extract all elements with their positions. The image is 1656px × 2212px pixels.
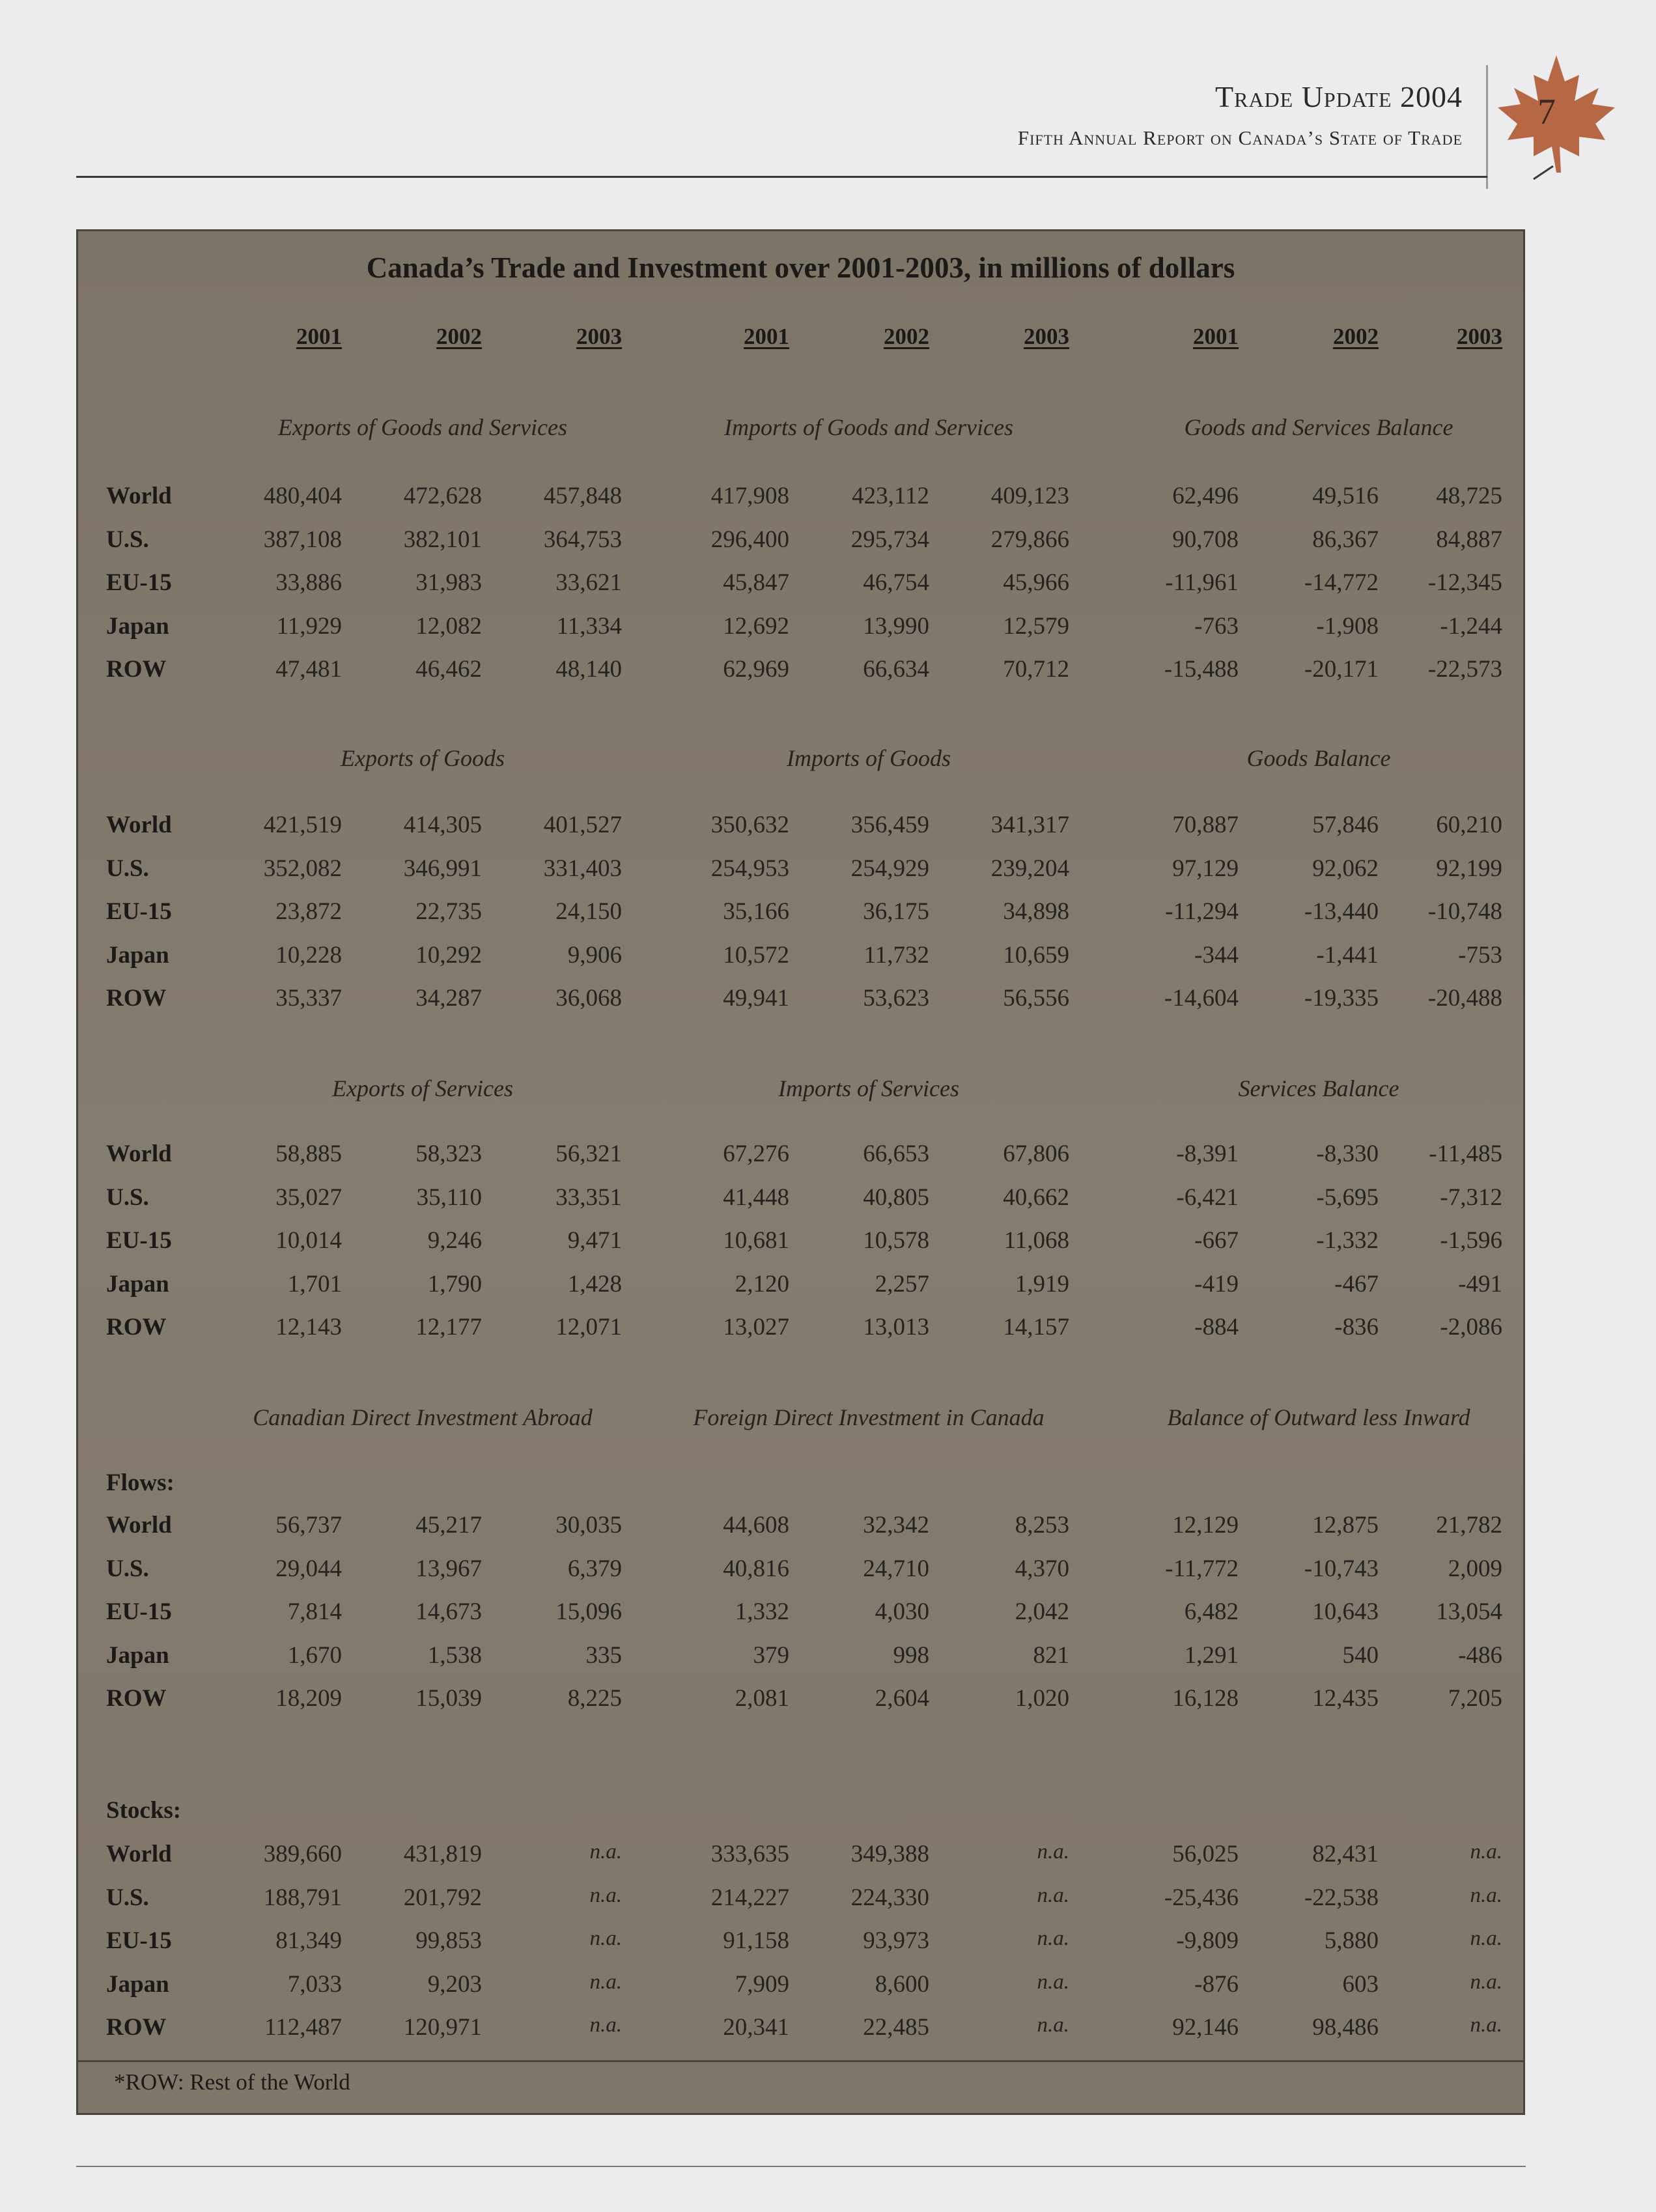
table-cell: 40,805 <box>863 1184 929 1211</box>
table-cell: -11,485 <box>1429 1141 1502 1167</box>
table-cell: -486 <box>1458 1641 1502 1669</box>
table-cell: 9,471 <box>567 1227 622 1254</box>
section-title: Foreign Direct Investment in Canada <box>693 1404 1045 1430</box>
table-cell: 10,659 <box>1003 941 1069 969</box>
table-cell: 13,967 <box>415 1555 482 1582</box>
table-cell: 7,909 <box>735 1970 789 1998</box>
table-cell: 8,253 <box>1015 1512 1069 1538</box>
table-cell: -5,695 <box>1316 1184 1379 1211</box>
table-cell: 24,710 <box>863 1555 929 1582</box>
table-cell: 97,129 <box>1172 855 1239 882</box>
table-cell: 2,009 <box>1448 1555 1502 1582</box>
table-cell: 2,604 <box>875 1685 929 1712</box>
section-title: Services Balance <box>1238 1075 1399 1101</box>
table-cell: -1,441 <box>1316 941 1379 969</box>
table-cell: 16,128 <box>1172 1685 1239 1712</box>
table-cell: 45,966 <box>1003 569 1069 596</box>
row-label: World <box>106 483 172 509</box>
table-cell: -25,436 <box>1164 1884 1239 1911</box>
table-cell: 81,349 <box>275 1927 342 1954</box>
table-cell: 15,096 <box>555 1598 622 1625</box>
report-title: Trade Update 2004 <box>1215 80 1463 113</box>
table-cell: 333,635 <box>710 1841 789 1867</box>
table-cell: -1,244 <box>1440 612 1502 640</box>
table-cell: -20,171 <box>1304 656 1379 683</box>
table-cell: 86,367 <box>1312 526 1379 553</box>
table-cell: 12,177 <box>415 1314 482 1340</box>
year-header: 2003 <box>1457 324 1502 349</box>
table-cell: 35,337 <box>275 985 342 1012</box>
row-label: ROW <box>106 1685 167 1712</box>
row-label: EU-15 <box>106 1227 172 1254</box>
table-cell: -10,743 <box>1304 1555 1379 1582</box>
table-cell: -22,573 <box>1427 656 1502 683</box>
table-cell: 33,351 <box>555 1184 622 1211</box>
table-cell: 331,403 <box>543 855 622 882</box>
row-label: U.S. <box>106 1555 149 1582</box>
table-cell: 35,166 <box>723 898 789 925</box>
table-cell: 401,527 <box>543 812 622 838</box>
table-cell: 40,816 <box>723 1555 789 1582</box>
row-label: ROW <box>106 656 167 683</box>
row-label: EU-15 <box>106 898 172 925</box>
table-cell: 13,990 <box>863 612 929 640</box>
table-cell: 7,814 <box>287 1598 342 1625</box>
table-cell: 1,701 <box>287 1270 342 1297</box>
row-label: Japan <box>106 612 169 640</box>
table-cell: 56,321 <box>555 1141 622 1167</box>
table-cell: 11,929 <box>276 612 342 640</box>
table-cell: 45,217 <box>415 1512 482 1538</box>
table-cell: -11,772 <box>1165 1555 1239 1582</box>
table-cell: -15,488 <box>1164 656 1239 683</box>
table-cell: 36,175 <box>863 898 929 925</box>
table-cell: -1,596 <box>1440 1227 1502 1254</box>
table-cell: n.a. <box>589 1927 622 1950</box>
table-cell: 201,792 <box>403 1884 482 1911</box>
table-cell: 12,579 <box>1003 612 1069 640</box>
table-cell: -22,538 <box>1304 1884 1379 1911</box>
table-cell: 421,519 <box>263 812 342 838</box>
table-cell: 6,482 <box>1184 1598 1239 1625</box>
table-cell: 10,572 <box>723 941 789 969</box>
table-cell: 8,225 <box>567 1685 622 1712</box>
table-cell: -491 <box>1458 1270 1502 1297</box>
table-cell: 53,623 <box>863 985 929 1012</box>
table-cell: 5,880 <box>1324 1927 1379 1954</box>
table-cell: n.a. <box>589 1883 622 1907</box>
table-cell: 33,886 <box>275 569 342 596</box>
table-cell: 57,846 <box>1312 812 1379 838</box>
table-cell: 417,908 <box>710 483 789 509</box>
year-header: 2002 <box>1333 324 1379 349</box>
footnote: *ROW: Rest of the World <box>114 2069 350 2095</box>
table-cell: 12,082 <box>415 612 482 640</box>
table-cell: 603 <box>1342 1970 1379 1998</box>
table-cell: 4,370 <box>1015 1555 1069 1582</box>
section-title: Exports of Goods <box>341 745 505 771</box>
table-cell: 82,431 <box>1312 1841 1379 1867</box>
year-header: 2003 <box>576 324 622 349</box>
table-cell: 84,887 <box>1436 526 1502 553</box>
table-cell: 6,379 <box>567 1555 622 1582</box>
table-cell: 423,112 <box>852 483 929 509</box>
table-cell: 14,157 <box>1003 1314 1069 1340</box>
table-cell: -12,345 <box>1427 569 1502 596</box>
table-cell: n.a. <box>1037 1883 1069 1907</box>
table-cell: n.a. <box>1470 1927 1502 1950</box>
row-label: ROW <box>106 985 167 1012</box>
trade-investment-table <box>76 229 1525 2115</box>
section-title: Goods and Services Balance <box>1184 414 1453 440</box>
table-cell: 9,246 <box>427 1227 482 1254</box>
table-cell: 379 <box>753 1641 789 1669</box>
table-cell: -9,809 <box>1176 1927 1239 1954</box>
table-cell: -11,294 <box>1165 898 1239 925</box>
section-title: Goods Balance <box>1246 745 1391 771</box>
table-cell: 49,516 <box>1312 483 1379 509</box>
table-cell: 31,983 <box>415 569 482 596</box>
subheading: Flows: <box>106 1469 175 1496</box>
table-cell: 14,673 <box>415 1598 482 1625</box>
table-title: Canada’s Trade and Investment over 2001-2003, in millions of dollars <box>366 251 1235 284</box>
table-cell: 98,486 <box>1312 2014 1379 2041</box>
table-cell: 92,062 <box>1312 855 1379 882</box>
table-cell: -876 <box>1194 1970 1239 1998</box>
table-cell: 472,628 <box>403 483 482 509</box>
table-cell: 24,150 <box>555 898 622 925</box>
row-label: EU-15 <box>106 1927 172 1954</box>
year-header: 2003 <box>1024 324 1069 349</box>
table-cell: 90,708 <box>1172 526 1239 553</box>
table-cell: -14,772 <box>1304 569 1379 596</box>
table-cell: 36,068 <box>555 985 622 1012</box>
table-cell: 18,209 <box>275 1685 342 1712</box>
table-cell: 22,485 <box>863 2014 929 2041</box>
section-title: Exports of Goods and Services <box>278 414 567 440</box>
table-cell: 409,123 <box>990 483 1069 509</box>
section-title: Imports of Goods and Services <box>724 414 1013 440</box>
table-cell: n.a. <box>1037 1840 1069 1864</box>
bottom-rule <box>76 2166 1526 2167</box>
table-cell: 91,158 <box>723 1927 789 1954</box>
table-cell: 821 <box>1033 1641 1069 1669</box>
table-cell: 13,027 <box>723 1314 789 1340</box>
table-cell: n.a. <box>589 2013 622 2037</box>
table-cell: 70,712 <box>1003 656 1069 683</box>
table-cell: -763 <box>1194 612 1239 640</box>
table-cell: 99,853 <box>415 1927 482 1954</box>
page-header <box>0 0 1656 189</box>
table-cell: 120,971 <box>403 2014 482 2041</box>
row-label: U.S. <box>106 1884 149 1911</box>
table-cell: -14,604 <box>1164 985 1239 1012</box>
row-label: EU-15 <box>106 569 172 596</box>
table-cell: 457,848 <box>543 483 622 509</box>
table-cell: 34,898 <box>1003 898 1069 925</box>
table-cell: 12,435 <box>1312 1685 1379 1712</box>
table-cell: n.a. <box>1470 1883 1502 1907</box>
table-cell: n.a. <box>1470 1970 1502 1994</box>
table-cell: 480,404 <box>263 483 342 509</box>
row-label: ROW <box>106 2014 167 2041</box>
row-label: EU-15 <box>106 1598 172 1625</box>
row-label: World <box>106 1841 172 1867</box>
row-label: U.S. <box>106 1184 149 1211</box>
table-cell: 1,538 <box>427 1641 482 1669</box>
table-cell: 92,146 <box>1172 2014 1239 2041</box>
table-cell: 540 <box>1342 1641 1379 1669</box>
table-cell: -467 <box>1334 1270 1379 1297</box>
row-label: ROW <box>106 1314 167 1340</box>
table-cell: 49,941 <box>723 985 789 1012</box>
table-cell: 44,608 <box>723 1512 789 1538</box>
table-cell: 58,885 <box>275 1141 342 1167</box>
table-cell: -1,332 <box>1316 1227 1379 1254</box>
section-title: Exports of Services <box>332 1075 513 1101</box>
row-label: Japan <box>106 1270 169 1297</box>
table-cell: -344 <box>1194 941 1239 969</box>
table-cell: 8,600 <box>875 1970 929 1998</box>
table-cell: 10,578 <box>863 1227 929 1254</box>
table-cell: -19,335 <box>1304 985 1379 1012</box>
table-cell: -8,330 <box>1316 1141 1379 1167</box>
table-cell: 15,039 <box>415 1685 482 1712</box>
year-header: 2002 <box>884 324 929 349</box>
table-cell: -20,488 <box>1427 985 1502 1012</box>
table-cell: 23,872 <box>275 898 342 925</box>
table-cell: -419 <box>1194 1270 1239 1297</box>
table-cell: -667 <box>1194 1227 1239 1254</box>
table-cell: 356,459 <box>850 812 929 838</box>
table-cell: 12,143 <box>275 1314 342 1340</box>
table-cell: 46,462 <box>415 656 482 683</box>
table-cell: 389,660 <box>263 1841 342 1867</box>
table-cell: 60,210 <box>1436 812 1502 838</box>
table-cell: -13,440 <box>1304 898 1379 925</box>
table-cell: 48,725 <box>1436 483 1502 509</box>
table-cell: 62,496 <box>1172 483 1239 509</box>
table-cell: 13,013 <box>863 1314 929 1340</box>
table-cell: 56,556 <box>1003 985 1069 1012</box>
table-cell: -2,086 <box>1440 1314 1502 1340</box>
table-cell: 279,866 <box>990 526 1069 553</box>
table-cell: -753 <box>1458 941 1502 969</box>
table-cell: n.a. <box>1037 1927 1069 1950</box>
table-cell: -11,961 <box>1165 569 1239 596</box>
table-cell: 1,020 <box>1015 1685 1069 1712</box>
table-cell: 33,621 <box>555 569 622 596</box>
row-label: World <box>106 1512 172 1538</box>
table-cell: 13,054 <box>1436 1598 1502 1625</box>
table-cell: n.a. <box>589 1840 622 1864</box>
row-label: U.S. <box>106 855 149 882</box>
table-cell: 11,732 <box>863 941 929 969</box>
table-cell: 7,033 <box>287 1970 342 1998</box>
table-cell: 10,292 <box>415 941 482 969</box>
table-cell: 1,332 <box>735 1598 789 1625</box>
table-cell: n.a. <box>1037 2013 1069 2037</box>
table-cell: 12,875 <box>1312 1512 1379 1538</box>
table-cell: 112,487 <box>264 2014 342 2041</box>
table-cell: n.a. <box>1470 1840 1502 1864</box>
table-cell: 20,341 <box>723 2014 789 2041</box>
table-cell: 4,030 <box>875 1598 929 1625</box>
table-cell: 34,287 <box>415 985 482 1012</box>
table-cell: 239,204 <box>990 855 1069 882</box>
table-cell: 1,790 <box>427 1270 482 1297</box>
table-cell: 214,227 <box>710 1884 789 1911</box>
header-rule <box>76 176 1487 178</box>
table-cell: 10,643 <box>1312 1598 1379 1625</box>
table-cell: -6,421 <box>1176 1184 1239 1211</box>
table-cell: 387,108 <box>263 526 342 553</box>
table-cell: 46,754 <box>863 569 929 596</box>
row-label: Japan <box>106 941 169 969</box>
table-cell: 2,042 <box>1015 1598 1069 1625</box>
table-cell: 10,681 <box>723 1227 789 1254</box>
table-cell: 349,388 <box>850 1841 929 1867</box>
table-cell: 58,323 <box>415 1141 482 1167</box>
table-cell: n.a. <box>1470 2013 1502 2037</box>
table-cell: 12,692 <box>723 612 789 640</box>
table-cell: 70,887 <box>1172 812 1239 838</box>
table-cell: 1,919 <box>1015 1270 1069 1297</box>
row-label: U.S. <box>106 526 149 553</box>
table-cell: -884 <box>1194 1314 1239 1340</box>
table-cell: 29,044 <box>275 1555 342 1582</box>
table-cell: 9,203 <box>427 1970 482 1998</box>
table-cell: 364,753 <box>543 526 622 553</box>
table-cell: 296,400 <box>710 526 789 553</box>
table-cell: 93,973 <box>863 1927 929 1954</box>
table-cell: 47,481 <box>275 656 342 683</box>
year-header: 2002 <box>436 324 482 349</box>
table-cell: 30,035 <box>555 1512 622 1538</box>
table-cell: 350,632 <box>710 812 789 838</box>
year-header: 2001 <box>296 324 342 349</box>
section-title: Balance of Outward less Inward <box>1167 1404 1470 1430</box>
table-cell: 35,110 <box>416 1184 482 1211</box>
table-cell: 382,101 <box>403 526 482 553</box>
table-cell: 48,140 <box>555 656 622 683</box>
table-cell: 56,025 <box>1172 1841 1239 1867</box>
table-cell: 40,662 <box>1003 1184 1069 1211</box>
row-label: World <box>106 812 172 838</box>
table-cell: 998 <box>893 1641 929 1669</box>
table-cell: -1,908 <box>1316 612 1379 640</box>
table-cell: 45,847 <box>723 569 789 596</box>
table-cell: 62,969 <box>723 656 789 683</box>
table-cell: 335 <box>585 1641 622 1669</box>
year-header: 2001 <box>1193 324 1239 349</box>
table-cell: 67,806 <box>1003 1141 1069 1167</box>
table-cell: 254,953 <box>710 855 789 882</box>
table-cell: 67,276 <box>723 1141 789 1167</box>
table-cell: 7,205 <box>1448 1685 1502 1712</box>
table-cell: 352,082 <box>263 855 342 882</box>
table-cell: 66,634 <box>863 656 929 683</box>
table-cell: 341,317 <box>990 812 1069 838</box>
table-cell: n.a. <box>589 1970 622 1994</box>
table-cell: n.a. <box>1037 1970 1069 1994</box>
table-cell: 224,330 <box>850 1884 929 1911</box>
section-title: Canadian Direct Investment Abroad <box>253 1404 593 1430</box>
section-title: Imports of Goods <box>786 745 951 771</box>
table-cell: -10,748 <box>1427 898 1502 925</box>
table-cell: 22,735 <box>415 898 482 925</box>
page-number: 7 <box>1537 92 1556 132</box>
table-cell: -7,312 <box>1440 1184 1502 1211</box>
table-cell: 2,120 <box>735 1270 789 1297</box>
table-cell: 66,653 <box>863 1141 929 1167</box>
table-cell: 1,291 <box>1184 1641 1239 1669</box>
table-cell: 56,737 <box>275 1512 342 1538</box>
footnote-rule <box>78 2060 1523 2062</box>
table-cell: 346,991 <box>403 855 482 882</box>
table-cell: 295,734 <box>850 526 929 553</box>
table-cell: 188,791 <box>263 1884 342 1911</box>
table-cell: 9,906 <box>567 941 622 969</box>
table-cell: 1,670 <box>287 1641 342 1669</box>
table-cell: 12,071 <box>555 1314 622 1340</box>
row-label: Japan <box>106 1641 169 1669</box>
table-cell: 12,129 <box>1172 1512 1239 1538</box>
table-cell: 2,081 <box>735 1685 789 1712</box>
table-cell: 21,782 <box>1436 1512 1502 1538</box>
table-cell: 41,448 <box>723 1184 789 1211</box>
table-cell: 254,929 <box>850 855 929 882</box>
table-cell: -8,391 <box>1176 1141 1239 1167</box>
table-cell: 10,228 <box>275 941 342 969</box>
year-header: 2001 <box>744 324 789 349</box>
row-label: World <box>106 1141 172 1167</box>
section-title: Imports of Services <box>778 1075 959 1101</box>
report-subtitle: Fifth Annual Report on Canada’s State of Trade <box>1017 126 1463 149</box>
table-cell: 10,014 <box>275 1227 342 1254</box>
table-cell: 1,428 <box>567 1270 622 1297</box>
subheading: Stocks: <box>106 1797 182 1824</box>
table-cell: 431,819 <box>403 1841 482 1867</box>
table-cell: 414,305 <box>403 812 482 838</box>
table-cell: 11,334 <box>556 612 622 640</box>
table-cell: 32,342 <box>863 1512 929 1538</box>
row-label: Japan <box>106 1970 169 1998</box>
table-cell: 92,199 <box>1436 855 1502 882</box>
table-cell: 2,257 <box>875 1270 929 1297</box>
table-cell: -836 <box>1334 1314 1379 1340</box>
table-cell: 35,027 <box>275 1184 342 1211</box>
table-cell: 11,068 <box>1003 1227 1069 1254</box>
